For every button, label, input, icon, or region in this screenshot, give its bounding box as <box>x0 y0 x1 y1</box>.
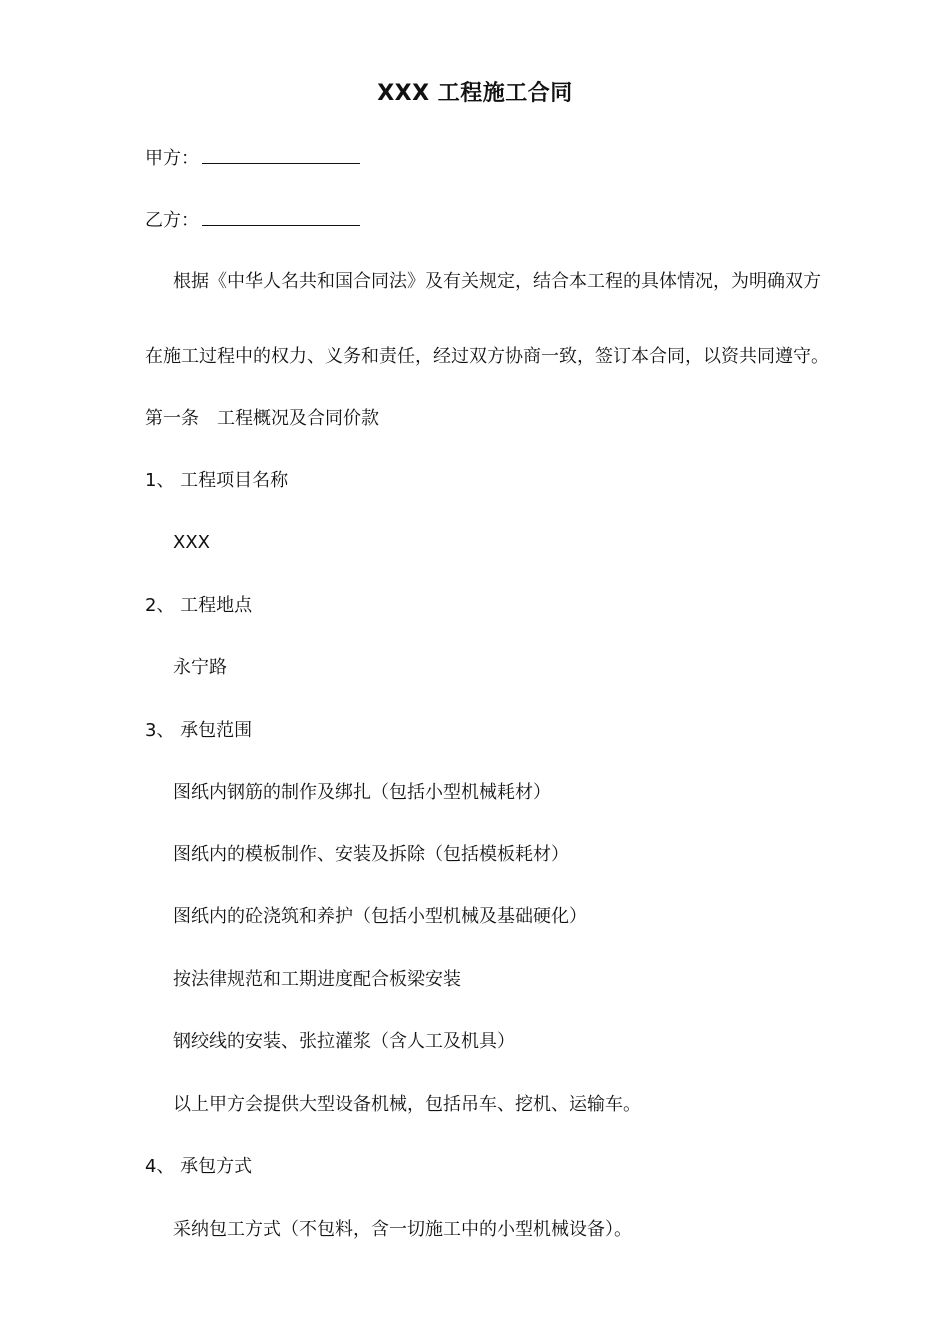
item-2-value: 永宁路 <box>173 657 227 678</box>
scope-line: 以上甲方会提供大型设备机械，包括吊车、挖机、运输车。 <box>173 1094 641 1115</box>
party-b-label: 乙方： <box>145 210 199 231</box>
party-a-line <box>145 145 360 172</box>
party-a-label: 甲方： <box>145 148 199 169</box>
party-b-blank <box>202 207 360 226</box>
intro-line-2: 在施工过程中的权力、义务和责任，经过双方协商一致，签订本合同，以资共同遵守。 <box>145 346 829 367</box>
item-3-heading: 3、 承包范围 <box>145 720 253 741</box>
scope-line: 图纸内的砼浇筑和养护（包括小型机械及基础硬化） <box>173 906 587 927</box>
item-2-heading: 2、 工程地点 <box>145 595 253 616</box>
item-4-heading: 4、 承包方式 <box>145 1156 253 1177</box>
scope-line: 图纸内钢筋的制作及绑扎（包括小型机械耗材） <box>173 782 551 803</box>
scope-line: 钢绞线的安装、张拉灌浆（含人工及机具） <box>173 1031 515 1052</box>
item-1-value: XXX <box>173 532 210 553</box>
party-b-line <box>145 207 360 234</box>
party-a-blank <box>202 145 360 164</box>
item-1-heading: 1、 工程项目名称 <box>145 470 289 491</box>
article-1-heading: 第一条 工程概况及合同价款 <box>145 408 379 429</box>
scope-line: 按法律规范和工期进度配合板梁安装 <box>173 969 461 990</box>
intro-line-1: 根据《中华人名共和国合同法》及有关规定，结合本工程的具体情况，为明确双方 <box>173 271 821 292</box>
document-title: XXX 工程施工合同 <box>377 81 573 106</box>
item-4-value: 采纳包工方式（不包料，含一切施工中的小型机械设备）。 <box>173 1219 632 1240</box>
scope-line: 图纸内的模板制作、安装及拆除（包括模板耗材） <box>173 844 569 865</box>
